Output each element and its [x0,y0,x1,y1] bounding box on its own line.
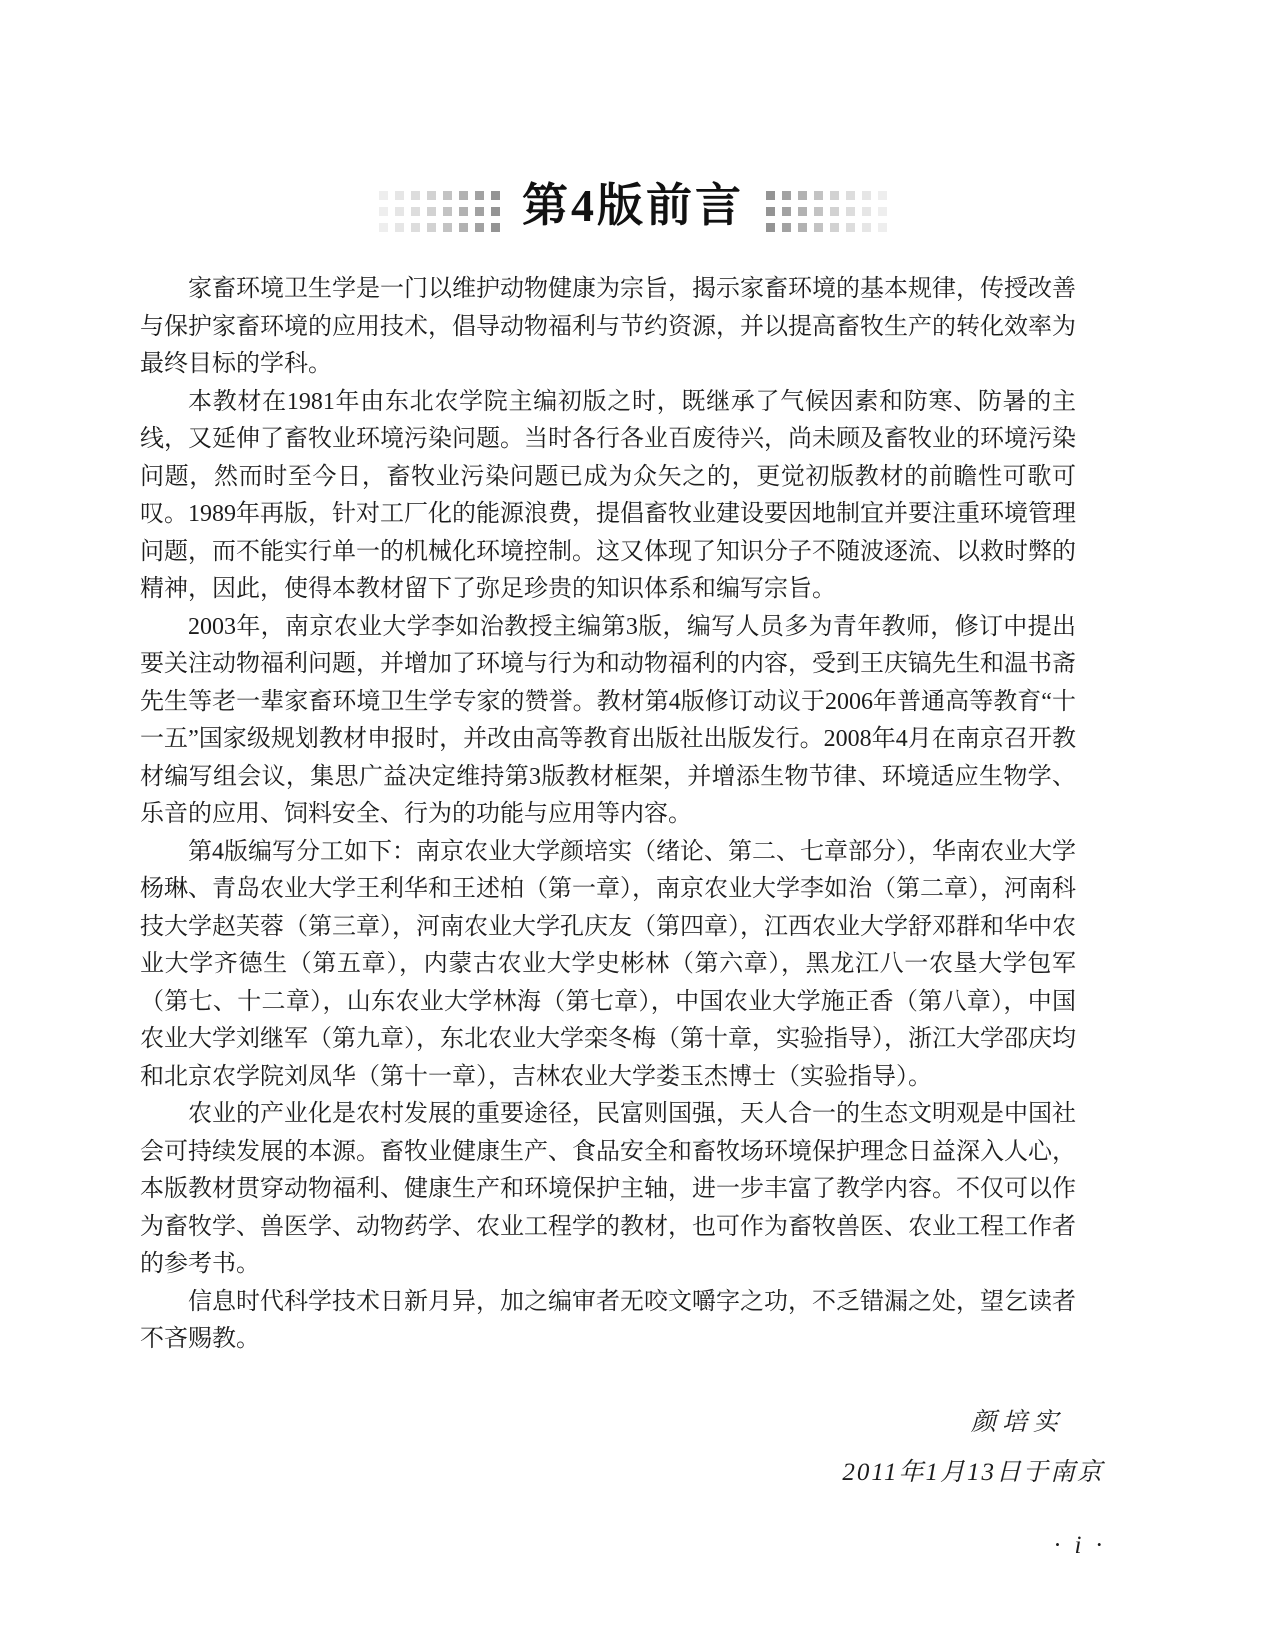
ornament-square [491,223,500,232]
ornament-square [427,191,436,200]
ornament-square [766,223,775,232]
ornament-square [475,223,484,232]
ornament-square [475,191,484,200]
ornament-square [491,207,500,216]
signature-date: 2011年1月13日于南京 [842,1459,1104,1486]
ornament-square [878,207,887,216]
page-number: · i · [1054,1532,1106,1559]
ornament-square [830,223,839,232]
ornament-square [878,191,887,200]
ornament-square [427,207,436,216]
ornament-square [782,223,791,232]
ornament-square [798,207,807,216]
ornament-square [459,223,468,232]
ornament-square [459,207,468,216]
ornament-square [379,191,388,200]
ornament-square [395,223,404,232]
title-row [0,180,1266,232]
ornament-square [782,207,791,216]
page-title: 第4版前言 [522,180,744,231]
ornament-square [459,191,468,200]
ornament-square [862,191,871,200]
ornament-square [491,191,500,200]
ornament-square [475,207,484,216]
ornament-square [379,207,388,216]
preface-paragraph: 农业的产业化是农村发展的重要途径，民富则国强，天人合一的生态文明观是中国社会可持续发展的本源。畜牧业健康生产、食品安全和畜牧场环境保护理念日益深入人心，本版教材贯穿动物福利、健康生产和环境保护主轴，进一步丰富了教学内容。不仅可以作为畜牧学、兽医学、动物药学、农业工程学的教材，也可作为畜牧兽医、农业工程工作者的参考书。 [140,1101,1076,1277]
ornament-square [443,223,452,232]
signature-block [842,1398,1104,1498]
ornament-square [830,207,839,216]
ornament-square [427,223,436,232]
title-ornament-left [379,191,500,232]
ornament-square [830,191,839,200]
preface-paragraph: 信息时代科学技术日新月异，加之编审者无咬文嚼字之功，不乏错漏之处，望乞读者不吝赐教。 [140,1288,1076,1352]
preface-body [140,271,1076,1359]
ornament-square [878,223,887,232]
ornament-square [411,223,420,232]
ornament-square [814,207,823,216]
ornament-square [846,191,855,200]
ornament-square [846,223,855,232]
ornament-square [411,207,420,216]
ornament-square [814,223,823,232]
ornament-square [379,223,388,232]
title-ornament-right [766,191,887,232]
ornament-square [798,223,807,232]
ornament-square [411,191,420,200]
preface-paragraph: 第4版编写分工如下：南京农业大学颜培实（绪论、第二、七章部分），华南农业大学杨琳、青岛农业大学王利华和王述柏（第一章），南京农业大学李如治（第二章），河南科技大学赵芙蓉（第三章），河南农业大学孔庆友（第四章），江西农业大学舒邓群和华中农业大学齐德生（第五章），内蒙古农业大学史彬林（第六章），黑龙江八一农垦大学包军（第七、十二章），山东农业大学林海（第七章），中国农业大学施正香（第八章），中国农业大学刘继军（第九章），东北农业大学栾冬梅（第十章，实验指导），浙江大学邵庆均和北京农学院刘凤华（第十一章），吉林农业大学娄玉杰博士（实验指导）。 [140,838,1076,1090]
ornament-square [443,207,452,216]
ornament-square [846,207,855,216]
ornament-square [862,223,871,232]
ornament-square [782,191,791,200]
author-signature: 颜培实 [970,1409,1064,1436]
ornament-square [395,207,404,216]
ornament-square [766,191,775,200]
preface-paragraph: 家畜环境卫生学是一门以维护动物健康为宗旨，揭示家畜环境的基本规律，传授改善与保护家畜环境的应用技术，倡导动物福利与节约资源，并以提高畜牧生产的转化效率为最终目标的学科。 [140,276,1076,377]
ornament-square [798,191,807,200]
ornament-square [862,207,871,216]
ornament-square [443,191,452,200]
ornament-square [766,207,775,216]
preface-paragraph: 2003年，南京农业大学李如治教授主编第3版，编写人员多为青年教师，修订中提出要关注动物福利问题，并增加了环境与行为和动物福利的内容，受到王庆镐先生和温书斋先生等老一辈家畜环境卫生学专家的赞誉。教材第4版修订动议于2006年普通高等教育“十一五”国家级规划教材申报时，并改由高等教育出版社出版发行。2008年4月在南京召开教材编写组会议，集思广益决定维持第3版教材框架，并增添生物节律、环境适应生物学、乐音的应用、饲料安全、行为的功能与应用等内容。 [140,613,1076,827]
preface-paragraph: 本教材在1981年由东北农学院主编初版之时，既继承了气候因素和防寒、防暑的主线，又延伸了畜牧业环境污染问题。当时各行各业百废待兴，尚未顾及畜牧业的环境污染问题，然而时至今日，畜牧业污染问题已成为众矢之的，更觉初版教材的前瞻性可歌可叹。1989年再版，针对工厂化的能源浪费，提倡畜牧业建设要因地制宜并要注重环境管理问题，而不能实行单一的机械化环境控制。这又体现了知识分子不随波逐流、以救时弊的精神，因此，使得本教材留下了弥足珍贵的知识体系和编写宗旨。 [140,388,1076,602]
ornament-square [814,191,823,200]
ornament-square [395,191,404,200]
